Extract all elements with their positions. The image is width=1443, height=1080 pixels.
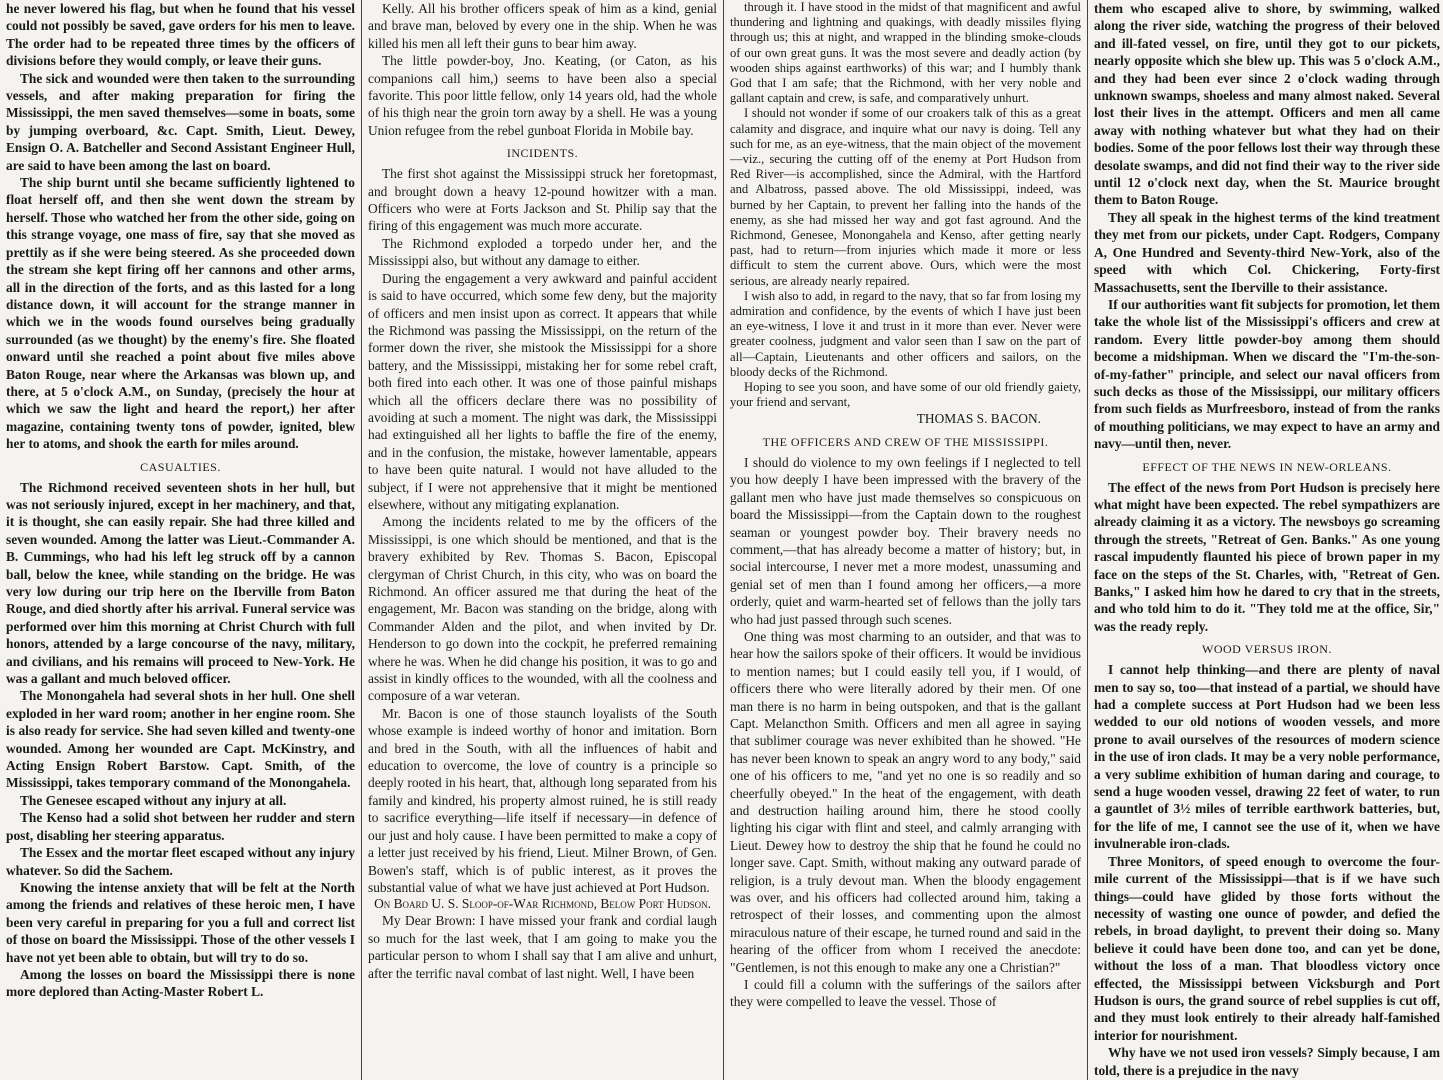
article-paragraph: The first shot against the Mississippi struck her foretopmast, and brought down a heavy 12-pound howitzer with a man. Officers who were at Forts Jackson and St. Philip say that the firing of this engagement was much more accurate. bbox=[368, 166, 717, 234]
letter-paragraph: I wish also to add, in regard to the navy, that so far from losing my admiration and confidence, by the events of which I have just been an eye-witness, I love it and trust in it more than ever. Never were greater coolness, judgment and valor seen than I saw on the part of all—Captain, Lieutenants and other officers and sailors, on the bloody decks of the Richmond. bbox=[730, 288, 1081, 379]
letter-paragraph: through it. I have stood in the midst of that magnificent and awful thundering and lightning and quakings, with deadly missiles flying through us; this at night, and wrapped in the blinding smoke-clouds of our own great guns. It was the most severe and deadly action (by wooden ships against earthworks) of this war; and I humbly thank God that I am safe; that the Richmond, with her very noble and gallant captain and crew, is safe, and comparatively unhurt. bbox=[730, 0, 1081, 106]
article-paragraph: The Richmond exploded a torpedo under her, and the Mississippi also, but without any damage to either. bbox=[368, 235, 717, 269]
article-paragraph: Mr. Bacon is one of those staunch loyalists of the South whose example is indeed worthy of honor and imitation. Born and bred in the South, with all the influences of habit and education to overcome, the love of country is a principle so deeply rooted in his heart, that, although long separated from his family and kindred, his property almost ruined, he is still ready to sacrifice everything—life itself if necessary—in defence of our just and holy cause. I have been permitted to make a copy of a letter just received by his friend, Lieut. Milner Brown, of Gen. Bowen's staff, which is of public interest, as it proves the substantial value of what we have just achieved at Port Hudson. bbox=[368, 705, 717, 895]
article-paragraph: My Dear Brown: I have missed your frank and cordial laugh so much for the last week, that I am going to make you the particular person to whom I shall say that I am alive and unhurt, after the terrific naval combat of last night. Well, I have been bbox=[368, 913, 717, 981]
article-paragraph: Among the incidents related to me by the officers of the Mississippi, is one which should be mentioned, and that is the bravery exhibited by Rev. Thomas S. Bacon, Episcopal clergyman of Christ Church, in this city, who was on board the Richmond. An officer assured me that during the heat of the engagement, Mr. Bacon was standing on the bridge, along with Commander Alden and the pilot, and when invited by Dr. Henderson to go down into the cockpit, he preferred remaining where he was. When he did change his position, it was to go and assist in kindly offices to the wounded, with all the coolness and composure of a war veteran. bbox=[368, 514, 717, 704]
article-paragraph: I cannot help thinking—and there are plenty of naval men to say so, too—that instead of a partial, we should have had a complete success at Port Hudson had we been less wedded to our old notions of wooden vessels, and more prone to avail ourselves of the resources of modern science in the use of iron clads. It may be a very noble performance, a very sublime exhibition of human daring and courage, to send a huge wooden vessel, drawing 22 feet of water, to run a gauntlet of 3½ miles of terrible earthwork batteries, but, for the life of me, I cannot see the use of it, when we have invulnerable iron-clads. bbox=[1094, 662, 1440, 852]
column-3 bbox=[726, 0, 1085, 1080]
section-heading: CASUALTIES. bbox=[140, 459, 221, 474]
article-paragraph: The ship burnt until she became sufficiently lightened to float herself off, and then she went down the stream by herself. Those who watched her from the other side, going on this strange voyage, one mass of fire, say that she moved as prettily as if she were being steered. As she proceeded down the stream she kept firing off her cannons and other arms, all in the direction of the forts, and as this lasted for a long distance down, it will account for the strange manner in which we in the woods found ourselves being gradually surrounded (as we thought) by the enemy's fire. She floated onward until she reached a point about five miles above Baton Rouge, near where the Arkansas was blown up, and there, at 5 o'clock A.M., on Sunday, (precisely the hour at which we saw the light and heard the report,) her after magazine, containing twenty tons of powder, ignited, blew her to atoms, and shook the earth for miles around. bbox=[6, 175, 355, 452]
column-rule bbox=[723, 0, 724, 1080]
article-paragraph: The effect of the news from Port Hudson is precisely here what might have been expected. The rebel sympathizers are already claiming it as a victory. The newsboys go screaming through the streets, "Retreat of Gen. Banks." As one young rascal impudently flaunted his piece of brown paper in my face on the steps of the St. Charles, with, "Retreat of Gen. Banks," I asked him how he dared to cry that in the streets, and who told him to do it. "They told me at the office, Sir," was the ready reply. bbox=[1094, 479, 1440, 634]
article-paragraph: Why have we not used iron vessels? Simply because, I am told, there is a prejudice in the navy bbox=[1094, 1045, 1440, 1078]
letter-dateline: On Board U. S. Sloop-of-War Richmond, Below Port Hudson. bbox=[374, 896, 711, 912]
section-heading: WOOD VERSUS IRON. bbox=[1202, 642, 1332, 657]
article-paragraph: One thing was most charming to an outsider, and that was to hear how the sailors spoke of their officers. It would be invidious to mention names; but I could easily tell you, if I would, of officers there who were literally adored by their men. Of one man there is no harm in being outspoken, and that is the gallant Capt. Melancthon Smith. Officers and men all agree in saying that sublimer courage was never exhibited than he showed. "He has never been known to speak an angry word to any body," said one of his officers to me, "and yet no one is so readily and so cheerfully obeyed." In the heat of the engagement, with death and destruction hailing around him, there he stood coolly lighting his cigar with flint and steel, and calmly arranging with Lieut. Dewey how to destroy the ship that he found he could no longer save. Capt. Smith, without making any outward parade of religion, is a truly devout man. When the bloody engagement was over, and his officers had collected around him, taking a retrospect of their losses, and commenting upon the almost miraculous nature of their escape, he turned round and said in the hearing of the officer from whom I received the anecdote: "Gentlemen, is not this enough to make any one a Christian?" bbox=[730, 628, 1081, 975]
section-heading: THE OFFICERS AND CREW OF THE MISSISSIPPI. bbox=[762, 434, 1049, 449]
article-paragraph: Three Monitors, of speed enough to overcome the four-mile current of the Mississippi—that is if we have such things—could have glided by those forts without the necessity of wasting one ounce of powder, and defied the rebels, in broad daylight, to prevent their doing so. Many believe it could have been done too, and can yet be done, without the loss of a man. That bloodless victory once effected, the Mississippi between Vicksburgh and Port Hudson is ours, the grand source of rebel supplies is cut off, and they must look entirely to their already half-famished interior for nourishment. bbox=[1094, 853, 1440, 1043]
column-2 bbox=[364, 0, 721, 1080]
article-paragraph: During the engagement a very awkward and painful accident is said to have occurred, which some few deny, but the majority of officers and men insist upon as correct. It appears that while the Richmond was passing the Mississippi, on the return of the former down the river, she mistook the Mississippi for a shore battery, and the Mississippi, mistaking her for some rebel craft, both fired into each other. It was one of those painful mishaps which all the officers declare there was no possibility of avoiding at such a moment. The night was dark, the Mississippi had extinguished all her lights to baffle the fire of the enemy, and in the confusion, the mistake, however lamentable, appears to have been quite natural. I would not have alluded to the subject, if I were not apprehensive that it might be mentioned elsewhere, without any mitigating explanation. bbox=[368, 270, 717, 512]
article-paragraph: The Monongahela had several shots in her hull. One shell exploded in her ward room; another in her engine room. She is also ready for service. She had seven killed and twenty-one wounded. Among her wounded are Capt. McKinstry, and Acting Ensign Robert Barstow. Capt. Smith, of the Mississippi, takes temporary command of the Monongahela. bbox=[6, 688, 355, 791]
article-paragraph: They all speak in the highest terms of the kind treatment they met from our pickets, under Capt. Rodgers, Company A, One Hundred and Seventy-third New-York, also of the speed with which Col. Chickering, Forty-first Massachusetts, sent the Iberville to their assistance. bbox=[1094, 209, 1440, 295]
article-paragraph: The sick and wounded were then taken to the surrounding vessels, and after making preparation for firing the Mississippi, the men saved themselves—some in boats, some by jumping overboard, &c. Capt. Smith, Lieut. Dewey, Ensign O. A. Batcheller and Second Assistant Engineer Hull, are said to have been among the last on board. bbox=[6, 70, 355, 173]
article-paragraph: them who escaped alive to shore, by swimming, walked along the river side, watching the progress of their beloved and ill-fated vessel, on fire, until they got to our pickets, nearly opposite which she blew up. This was 5 o'clock A.M., and they had been ever since 2 o'clock wading through unknown swamps, shoeless and many almost naked. Several lost their lives in the attempt. Officers and men all came away with nothing whatever but what they had on their bodies. Some of the poor fellows lost their way through these desolate swamps, and did not find their way to the river side until 12 o'clock next day, when the St. Maurice brought them to Baton Rouge. bbox=[1094, 1, 1440, 208]
letter-paragraph: I should not wonder if some of our croakers talk of this as a great calamity and disgrace, and inquire what our navy is doing. Tell any such for me, as an eye-witness, that the main object of the movement—viz., securing the cutting off of the enemy at Port Hudson from Red River—is accomplished, since the Admiral, with the Hartford and Albatross, passed above. The old Mississippi, indeed, was burned by her Captain, to prevent her falling into the hands of the enemy, as she had missed her way and got fast aground. And the Richmond, Genesee, Monongahela and Kenso, after getting nearly past, had to return—from injuries which made it more or less difficult to stem the current above. Ours, which were the most serious, are already nearly repaired. bbox=[730, 106, 1081, 288]
article-paragraph: The Kenso had a solid shot between her rudder and stern post, disabling her steering apparatus. bbox=[6, 810, 355, 843]
letter-signature: THOMAS S. BACON. bbox=[916, 411, 1041, 427]
article-paragraph: The Genesee escaped without any injury at all. bbox=[20, 792, 287, 808]
section-heading: EFFECT OF THE NEWS IN NEW-ORLEANS. bbox=[1142, 459, 1392, 474]
column-4 bbox=[1090, 0, 1443, 1080]
letter-paragraph: Hoping to see you soon, and have some of our old friendly gaiety, your friend and servant, bbox=[730, 380, 1081, 410]
article-paragraph: The Essex and the mortar fleet escaped without any injury whatever. So did the Sachem. bbox=[6, 845, 355, 878]
article-paragraph: Among the losses on board the Mississippi there is none more deplored than Acting-Master Robert L. bbox=[6, 966, 355, 1000]
article-paragraph: The little powder-boy, Jno. Keating, (or Caton, as his companions call him,) seems to have been also a special favorite. This poor little fellow, only 14 years old, had the whole of his thigh near the groin torn away by a shell. He was a young Union refugee from the rebel gunboat Florida in Mobile bay. bbox=[368, 53, 717, 138]
article-paragraph: The Richmond received seventeen shots in her hull, but was not seriously injured, except in her machinery, and that, it is thought, she can easily repair. She had three killed and seven wounded. Among the latter was Lieut.-Commander A. B. Cummings, who had his left leg struck off by a cannon ball, below the knee, while standing on the bridge. He was very low during our trip here on the Iberville from Baton Rouge, and died shortly after his arrival. Funeral service was performed over him this morning at Christ Church with full honors, attended by a large concourse of the navy, military, and civilians, and his remains will proceed to New-York. He was a gallant and much beloved officer. bbox=[6, 479, 355, 687]
article-paragraph: I should do violence to my own feelings if I neglected to tell you how deeply I have been impressed with the bravery of the gallant men who have just made themselves so conspicuous on board the Mississippi—from the Captain down to the roughest seaman or youngest powder boy. Their bravery needs no comment,—that has already become a matter of history; but, in social intercourse, I never met a more modest, unassuming and genial set of men than I found among her officers,—a more orderly, quiet and warm-hearted set of fellows than the jolly tars who had just passed through such scenes. bbox=[730, 454, 1081, 627]
article-paragraph: Kelly. All his brother officers speak of him as a kind, genial and brave man, beloved by every one in the ship. When he was killed his men all left their guns to bear him away. bbox=[368, 1, 717, 51]
section-heading: INCIDENTS. bbox=[506, 146, 579, 161]
article-paragraph: I could fill a column with the sufferings of the sailors after they were compelled to leave the vessel. Those of bbox=[730, 977, 1081, 1010]
column-rule bbox=[1087, 0, 1088, 1080]
article-paragraph: If our authorities want fit subjects for promotion, let them take the whole list of the Mississippi's officers and crew at random. Every little powder-boy among them should become a midshipman. When we discard the "I'm-the-son-of-my-father" principle, and select our naval officers from such decks as those of the Mississippi, our military officers from such fields as Murfreesboro, instead of from the ranks of mouthing politicians, we may expect to have an army and navy—until then, never. bbox=[1094, 296, 1440, 452]
column-rule bbox=[361, 0, 362, 1080]
article-paragraph: he never lowered his flag, but when he found that his vessel could not possibly be saved, gave orders for his men to leave. The order had to be repeated three times by the officers of divisions before they would comply, or leave their guns. bbox=[6, 1, 355, 69]
article-paragraph: Knowing the intense anxiety that will be felt at the North among the friends and relatives of these heroic men, I have been very careful in preparing for you a full and correct list of those on board the Mississippi. Those of the other vessels I have not yet been able to obtain, but will try to do so. bbox=[6, 879, 355, 965]
column-1 bbox=[2, 0, 359, 1080]
